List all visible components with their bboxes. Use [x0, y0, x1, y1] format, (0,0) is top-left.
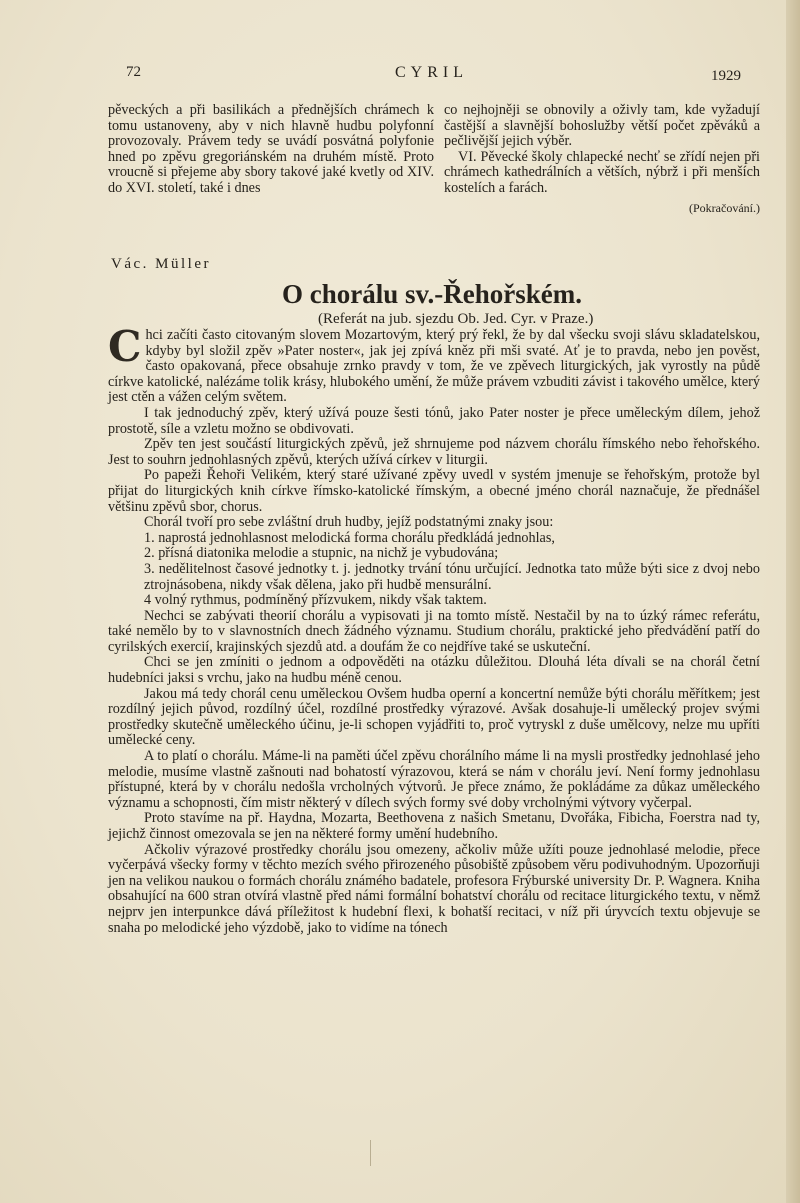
journal-title: CYRIL [395, 64, 468, 81]
page-number: 72 [126, 64, 141, 80]
article-body [108, 322, 760, 936]
previous-article-text-right: co nejhojněji se obnovily a oživly tam, kde vyžadují častější a slavnější bohoslužby větší počet zpěváků a pečlivější jejich výběr. [444, 102, 760, 150]
paragraph-8: Jakou má tedy chorál cenu uměleckou Ovšem hudba operní a koncertní nemůže býti chorálu měřítkem; jest rozdílný jejich původ, rozdílný účel, rozdílné prostředky výrazové. Avšak dosahuje-li umělecký projev svými prostředky skutečně uměleckého účinu, je-li schopen vyjádřiti to, proč vytryskl z duše umělcovy, nelze mu upříti umělecké ceny. [108, 685, 760, 749]
previous-article-text-left: pěveckých a při basilikách a přednějších chrámech k tomu ustanoveny, aby v nich hlavně hudbu polyfonní provozovaly. Právem tedy se uvádí posvátná polyfonie hned po zpěvu gregoriánském na druhém místě. Proto vroucně si přejeme aby sbory takové jaké kvetly od XIV. do XVI. století, také i dnes [108, 102, 434, 196]
chorale-features-list [108, 531, 760, 609]
paragraph-10: Proto stavíme na př. Haydna, Mozarta, Beethovena z našich Smetanu, Dvořáka, Fibicha, Foerstra nad ty, jejichž činnost omezovala se jen na některé formy umění hudebního. [108, 810, 760, 842]
article-title: O chorálu sv.-Řehořském. [282, 279, 582, 309]
previous-article-left-column [108, 103, 434, 197]
article-author: Vác. Müller [111, 256, 211, 272]
paragraph-2: I tak jednoduchý zpěv, který užívá pouze šesti tónů, jako Pater noster je přece uměleckým dílem, jehož prostotě, síle a vzletu možno se obdivovati. [108, 404, 760, 437]
page-edge [786, 0, 800, 1203]
paragraph-6: Nechci se zabývati theorií chorálu a vypisovati ji na tomto místě. Nestačil by na to úzký rámec referátu, také nemělo by to v slavnostních dnech žádného významu. Studium chorálu, praktické jeho předvádění patří do cyrilských exercií, krajinských sjezdů atd. a doufám že co nejdříve také se uskuteční. [108, 607, 760, 655]
paragraph-4: Po papeži Řehoři Velikém, který staré užívané zpěvy uvedl v systém jmenuje se řehořským, protože byl přijat do liturgických knih církve římsko-katolické římským, a obecné jméno chorál naznačuje, že přednášel většinu zpěvů sbor, chorus. [108, 467, 760, 515]
paragraph-1 [108, 322, 760, 406]
paragraph-5: Chorál tvoří pro sebe zvláštní druh hudby, jejíž podstatnými znaky jsou: [144, 514, 554, 531]
previous-article-right-column [444, 103, 760, 216]
list-item: 1. naprostá jednohlasnost melodická forma chorálu předkládá jednohlas, [144, 529, 555, 546]
drop-cap: C [108, 322, 142, 371]
paragraph-7: Chci se jen zmíniti o jednom a odpověděti na otázku důležitou. Dlouhá léta dívali se na chorál četní hudebníci jaksi s vrchu, jako na hudbu méně cenou. [108, 654, 760, 687]
year: 1929 [711, 68, 741, 84]
paragraph-3: Zpěv ten jest součástí liturgických zpěvů, jež shrnujeme pod názvem chorálu římského nebo řehořského. Jest to souhrn jednohlasných zpěvů, kterých užívá církev v liturgii. [108, 436, 760, 468]
paragraph-11: Ačkoliv výrazové prostředky chorálu jsou omezeny, ačkoliv může užíti pouze jednohlasé melodie, přece vyčerpává všecky formy v těchto mezích svého přirozeného působiště způsobem věru podivuhodným. Upozorňuji jen na velikou naukou o formách chorálu známého badatele, profesora Frýburské university Dr. P. Wagnera. Kniha obsahující na 600 stran otvírá vlastně před námi formální bohatství chorálu od recitace liturgického textu, v němž nejprv jen interpunkce dává příležitost k hudební flexi, k bohatší recitaci, v níž při úryvcích textu objevuje se snaha po melodické jeho výzdobě, jako to vidíme na tónech [108, 841, 760, 936]
paragraph-1-text: hci začíti často citovaným slovem Mozartovým, který prý řekl, že by dal všecku svoji slávu skladatelskou, kdyby byl složil zpěv »Pater noster«, jak jej zpívá kněz při mši svaté. Ať je to pravda, nebo jen pověst, často opakovaná, přece obsahuje zrnko pravdy v tom, že ve zpěvech liturgických, jak vyrostly na půdě církve katolické, nalézáme tolik krásy, hlubokého umění, že může právem vzbuditi závist i takového umělce, který jest ctěn a vážen celým světem. [108, 327, 760, 406]
list-item: 2. přísná diatonika melodie a stupnic, na nichž je vybudována; [144, 545, 499, 562]
list-item: 4 volný rythmus, podmíněný přízvukem, nikdy však taktem. [144, 592, 487, 609]
page-header [0, 64, 800, 88]
point-vi: VI. Pěvecké školy chlapecké nechť se zřídí nejen při chrámech kathedrálních a větších, nýbrž i při menších kostelích a farách. [444, 148, 760, 196]
stray-mark [370, 1140, 371, 1166]
continued-note: (Pokračování.) [689, 200, 760, 215]
list-item: 3. nedělitelnost časové jednotky t. j. jednotky trvání tónu určující. Jednotka tato může býti sice z dvoj nebo ztrojnásobena, nikdy však dělena, jako při hudbě mensurální. [144, 560, 760, 593]
paragraph-9: A to platí o chorálu. Máme-li na paměti účel zpěvu chorálního máme li na mysli prostředky jednohlasé jeho melodie, musíme vlastně zašnouti nad bohatostí výrazovou, která se nám v chorálu jeví. Není formy jednohlasu přístupné, která by v chorálu nedošla vrcholných výtvorů. Je přece známo, že pokládáme za důkaz uměleckého významu a schopnosti, čím mistr některý v dílech svých formy své doby vrcholnými výtvory vyčerpal. [108, 748, 760, 811]
article-subtitle: (Referát na jub. sjezdu Ob. Jed. Cyr. v Praze.) [318, 311, 594, 327]
